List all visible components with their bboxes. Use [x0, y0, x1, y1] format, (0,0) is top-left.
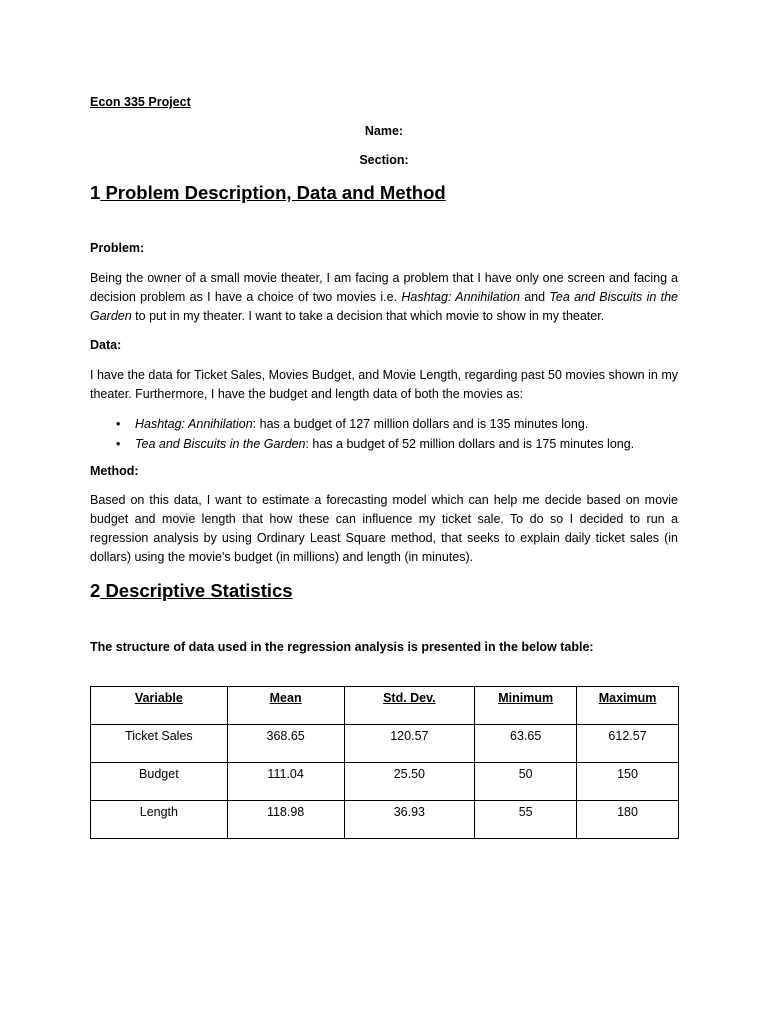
table-cell: 63.65 — [475, 725, 577, 763]
list-item — [90, 414, 678, 434]
column-header: Maximum — [577, 687, 679, 725]
bullet-icon: • — [116, 437, 121, 451]
and-text: and — [519, 290, 550, 304]
table-cell: 120.57 — [344, 725, 475, 763]
movie2-name: Tea and Biscuits in the Garden — [90, 290, 679, 323]
table-cell: Length — [91, 801, 228, 839]
data-heading: Data: — [90, 338, 122, 352]
column-header: Variable — [91, 687, 228, 725]
problem-text-2: to put in my theater. I want to take a decision that which movie to show in my theater. — [131, 309, 605, 323]
table-row — [91, 725, 679, 763]
table-cell: 25.50 — [344, 763, 475, 801]
table-cell: 36.93 — [344, 801, 475, 839]
project-title: Econ 335 Project — [90, 95, 191, 109]
problem-text-1: Being the owner of a small movie theater, I am facing a problem that I have only one screen and facing a decision problem as I have a choice of two movies i.e. — [90, 271, 678, 304]
table-cell: 55 — [475, 801, 577, 839]
table-cell: Budget — [91, 763, 228, 801]
table-intro: The structure of data used in the regression analysis is presented in the below table: — [90, 640, 594, 654]
table-cell: 612.57 — [577, 725, 679, 763]
problem-paragraph — [90, 269, 678, 326]
table-row — [91, 801, 679, 839]
section1-heading — [90, 182, 446, 204]
table-cell: 180 — [577, 801, 679, 839]
table-cell: 118.98 — [227, 801, 344, 839]
name-label: Name: — [364, 124, 404, 138]
table-cell: 150 — [577, 763, 679, 801]
table-cell: Ticket Sales — [91, 725, 228, 763]
descriptive-stats-table — [90, 686, 679, 839]
table-cell: 50 — [475, 763, 577, 801]
column-header: Mean — [227, 687, 344, 725]
movie-bullet-list — [90, 414, 678, 454]
table-cell: 368.65 — [227, 725, 344, 763]
section2-title: Descriptive Statistics — [105, 580, 293, 601]
table-header-row — [91, 687, 679, 725]
table-cell: 111.04 — [227, 763, 344, 801]
data-paragraph: I have the data for Ticket Sales, Movies Budget, and Movie Length, regarding past 50 movies shown in my theater. Furthermore, I have the budget and length data of both the movies as: — [90, 368, 678, 401]
section1-title: Problem Description, Data and Method — [105, 182, 446, 203]
method-heading: Method: — [90, 464, 139, 478]
section-label: Section: — [359, 153, 409, 167]
bullet-icon: • — [116, 417, 121, 431]
list-item — [90, 434, 678, 454]
section2-number: 2 — [90, 580, 101, 601]
bullet-movie: Hashtag: Annihilation — [135, 417, 253, 431]
movie1-name: Hashtag: Annihilation — [401, 290, 520, 304]
column-header: Minimum — [475, 687, 577, 725]
method-paragraph: Based on this data, I want to estimate a forecasting model which can help me decide based on movie budget and movie length that how these can influence my ticket sale. To do so I decided to run a regression analysis by using Ordinary Least Square method, that seeks to explain daily ticket sales (in dollars) using the movie's budget (in millions) and length (in minutes). — [90, 493, 678, 564]
column-header: Std. Dev. — [344, 687, 475, 725]
bullet-detail: : has a budget of 52 million dollars and is 175 minutes long. — [305, 437, 635, 451]
bullet-movie: Tea and Biscuits in the Garden — [135, 437, 306, 451]
section2-heading — [90, 580, 293, 602]
section1-number: 1 — [90, 182, 101, 203]
problem-heading: Problem: — [90, 241, 145, 255]
table-row — [91, 763, 679, 801]
bullet-detail: : has a budget of 127 million dollars and is 135 minutes long. — [252, 417, 589, 431]
